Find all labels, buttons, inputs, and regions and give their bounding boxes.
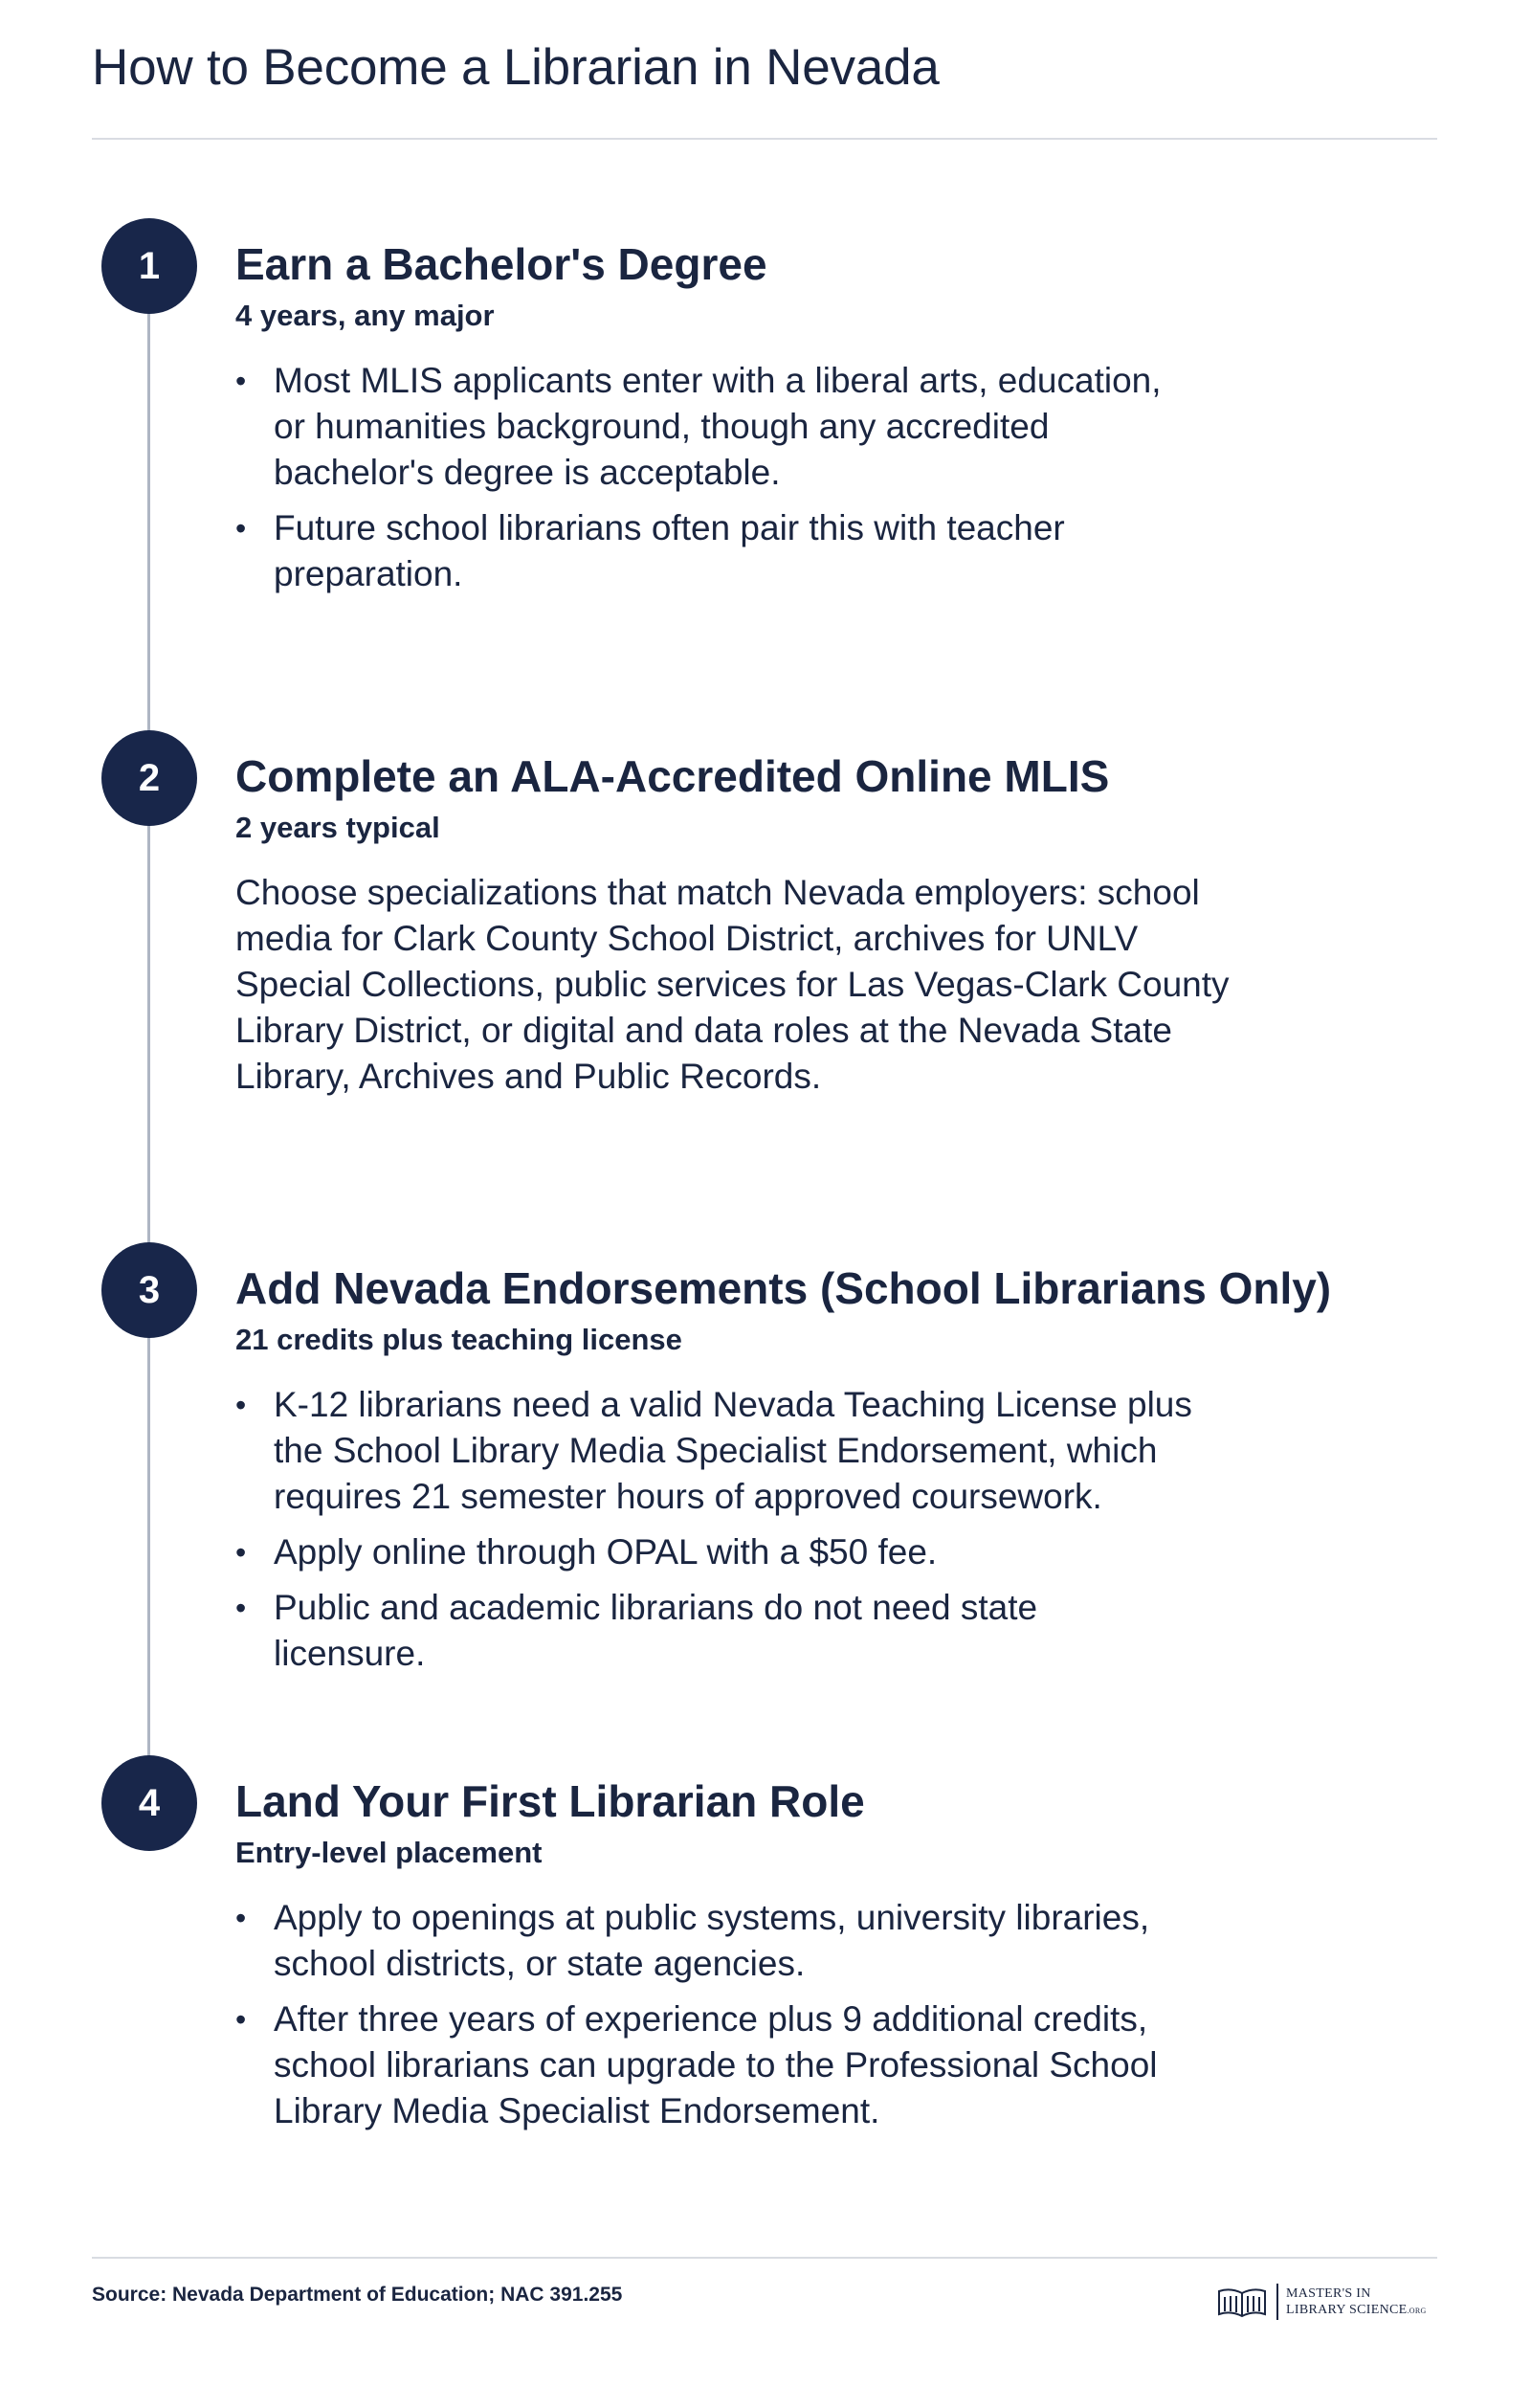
step-number-badge: 4 [101, 1755, 197, 1851]
logo-line-2: LIBRARY SCIENCE [1286, 2302, 1408, 2317]
step-subtitle: 21 credits plus teaching license [235, 1323, 682, 1356]
bullet-item: • Public and academic librarians do not need state licensure. [235, 1585, 1192, 1677]
header-divider [92, 138, 1437, 140]
source-citation: Source: Nevada Department of Education; NAC 391.255 [92, 2284, 623, 2306]
step-subtitle: 4 years, any major [235, 299, 495, 332]
step-number-badge: 2 [101, 730, 197, 826]
bullet-item: • Future school librarians often pair this with teacher preparation. [235, 505, 1192, 597]
step-title: Add Nevada Endorsements (School Librarians Only) [235, 1263, 1332, 1313]
bullet-item: • Apply to openings at public systems, university libraries, school districts, or state agencies. [235, 1895, 1192, 1987]
footer-divider [92, 2257, 1437, 2259]
step-title: Land Your First Librarian Role [235, 1776, 865, 1826]
step-title: Earn a Bachelor's Degree [235, 239, 767, 289]
step-title: Complete an ALA-Accredited Online MLIS [235, 751, 1110, 801]
logo-suffix: .ORG [1407, 2306, 1427, 2315]
logo-wordmark [1286, 2285, 1427, 2319]
page-title: How to Become a Librarian in Nevada [92, 39, 940, 96]
step-number-badge: 3 [101, 1242, 197, 1338]
step-number-badge: 1 [101, 218, 197, 314]
bullet-item: • K-12 librarians need a valid Nevada Teaching License plus the School Library Media Specialist Endorsement, which requires 21 semester hours of approved coursework. [235, 1382, 1192, 1520]
bullet-item: • Apply online through OPAL with a $50 fee. [235, 1529, 1192, 1575]
step-subtitle: Entry-level placement [235, 1836, 543, 1869]
step-subtitle: 2 years typical [235, 811, 440, 844]
timeline-line [147, 268, 150, 1761]
site-logo [1215, 2284, 1427, 2320]
bullet-item: • After three years of experience plus 9 additional credits, school librarians can upgrade to the Professional School Library Media Specialist Endorsement. [235, 1996, 1192, 2134]
step-bullet-list [235, 1382, 1422, 1677]
step-bullet-list [235, 1895, 1422, 2134]
logo-line-1: MASTER'S IN [1286, 2285, 1371, 2301]
open-book-icon [1215, 2284, 1269, 2320]
step-bullet-list [235, 358, 1422, 597]
bullet-item: • Most MLIS applicants enter with a liberal arts, education, or humanities background, though any accredited bachelor's degree is acceptable. [235, 358, 1192, 496]
logo-divider [1276, 2284, 1278, 2320]
step-description: Choose specializations that match Nevada employers: school media for Clark County School District, archives for UNLV Special Collections, public services for Las Vegas-Clark County Library District, or digital and data roles at the Nevada State Library, Archives and Public Records. [235, 873, 1230, 1096]
